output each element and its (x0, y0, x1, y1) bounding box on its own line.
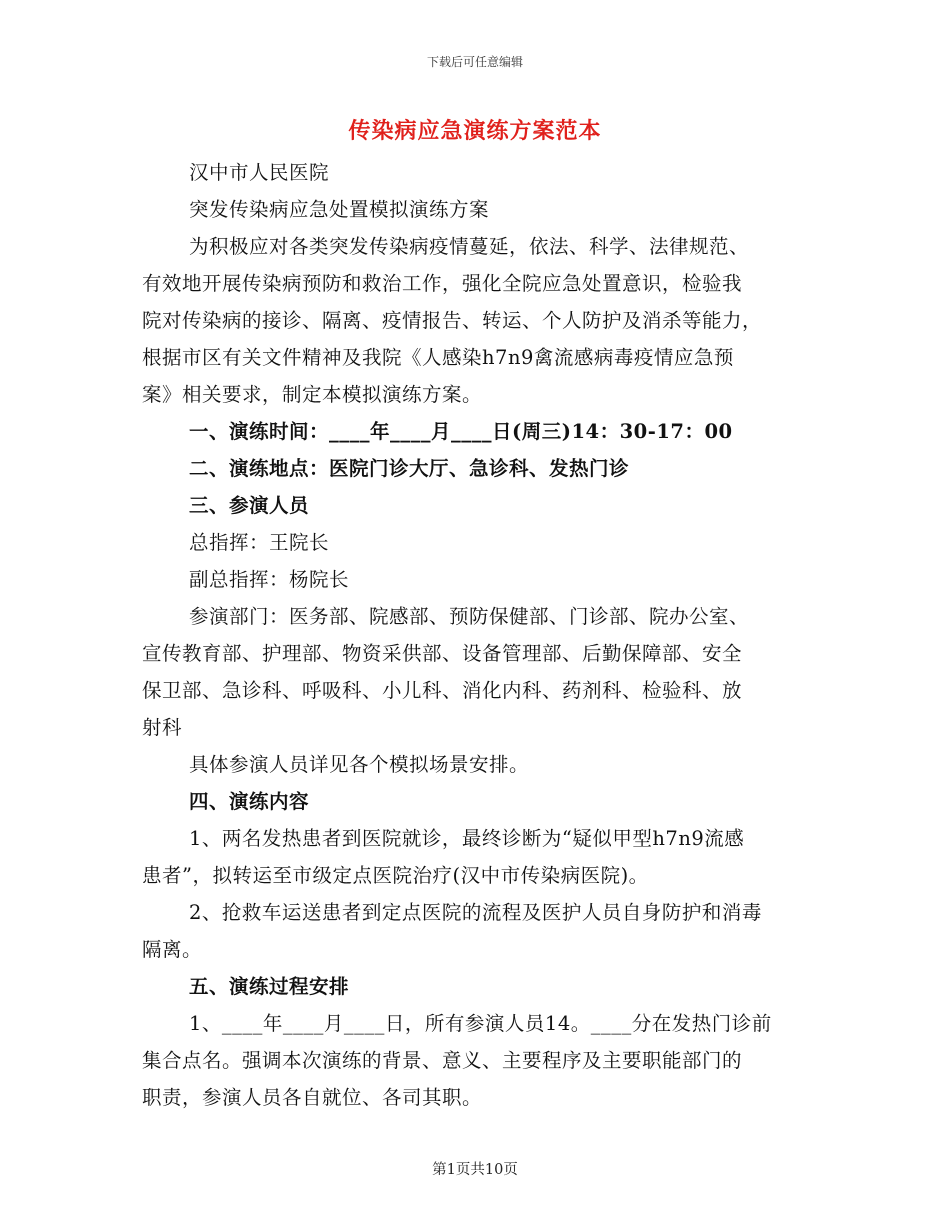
section-heading: 三、参演人员 (189, 494, 310, 517)
paragraph-line: 副总指挥：杨院长 (189, 568, 350, 591)
header-note: 下载后可任意编辑 (426, 55, 523, 69)
paragraph-line: 职责，参演人员各自就位、各司其职。 (142, 1086, 483, 1109)
paragraph-line: 根据市区有关文件精神及我院《人感染h7n9禽流感病毒疫情应急预 (142, 346, 734, 369)
paragraph-line: 1、____年____月____日，所有参演人员14。____分在发热门诊前 (189, 1012, 772, 1035)
paragraph-line: 具体参演人员详见各个模拟场景安排。 (189, 753, 530, 776)
paragraph-line: 总指挥：王院长 (189, 531, 330, 554)
section-heading: 二、演练地点：医院门诊大厅、急诊科、发热门诊 (189, 457, 630, 480)
paragraph-line: 1、两名发热患者到医院就诊，最终诊断为“疑似甲型h7n9流感 (189, 827, 745, 850)
paragraph-line: 汉中市人民医院 (189, 161, 330, 184)
paragraph-line: 隔离。 (142, 938, 203, 961)
paragraph-line: 集合点名。强调本次演练的背景、意义、主要程序及主要职能部门的 (142, 1049, 743, 1072)
paragraph-line: 患者”，拟转运至市级定点医院治疗(汉中市传染病医院)。 (142, 864, 649, 887)
paragraph-line: 射科 (142, 716, 183, 739)
paragraph-line: 院对传染病的接诊、隔离、疫情报告、转运、个人防护及消杀等能力， (142, 309, 763, 332)
section-heading: 五、演练过程安排 (189, 975, 350, 998)
paragraph-line: 保卫部、急诊科、呼吸科、小儿科、消化内科、药剂科、检验科、放 (142, 679, 743, 702)
paragraph-line: 案》相关要求，制定本模拟演练方案。 (142, 383, 483, 406)
document-title: 传染病应急演练方案范本 (348, 118, 602, 144)
paragraph-line: 2、抢救车运送患者到定点医院的流程及医护人员自身防护和消毒 (189, 901, 762, 924)
paragraph-line: 有效地开展传染病预防和救治工作，强化全院应急处置意识，检验我 (142, 272, 743, 295)
page-number-footer: 第1页共10页 (432, 1162, 518, 1178)
paragraph-line: 参演部门：医务部、院感部、预防保健部、门诊部、院办公室、 (189, 605, 750, 628)
paragraph-line: 突发传染病应急处置模拟演练方案 (189, 198, 490, 221)
section-heading: 四、演练内容 (189, 790, 310, 813)
paragraph-line: 宣传教育部、护理部、物资采供部、设备管理部、后勤保障部、安全 (142, 642, 743, 665)
section-heading: 一、演练时间：____年____月____日(周三)14：30-17：00 (189, 420, 733, 443)
paragraph-line: 为积极应对各类突发传染病疫情蔓延，依法、科学、法律规范、 (189, 235, 750, 258)
